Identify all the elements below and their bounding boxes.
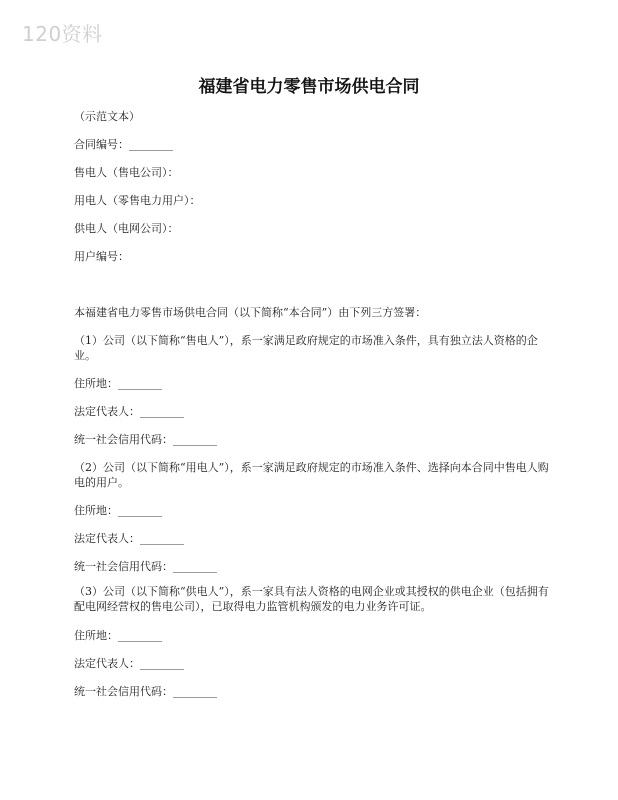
buyer-representative-line: 法定代表人：________ [74,532,184,545]
seller-credit-code-line: 统一社会信用代码：________ [74,433,217,446]
user-number-line: 用户编号： [74,250,129,263]
buyer-credit-code-line: 统一社会信用代码：________ [74,560,217,573]
buyer-definition-paragraph: （2）公司（以下简称“用电人”），系一家满足政府规定的市场准入条件、选择向本合同中售电人购电的用户。 [74,461,549,489]
contract-number-line: 合同编号：________ [74,138,173,151]
seller-definition-paragraph: （1）公司（以下简称“售电人”），系一家满足政府规定的市场准入条件，具有独立法人资格的企业。 [74,334,538,362]
supplier-representative-line: 法定代表人：________ [74,657,184,670]
supplier-line: 供电人（电网公司）： [74,222,179,235]
seller-representative-line: 法定代表人：________ [74,405,184,418]
supplier-credit-code-line: 统一社会信用代码：________ [74,685,217,698]
intro-paragraph: 本福建省电力零售市场供电合同（以下简称“本合同”）由下列三方签署： [74,306,427,319]
seller-address-line: 住所地：________ [74,377,162,390]
seller-line: 售电人（售电公司）： [74,166,179,179]
supplier-address-line: 住所地：________ [74,629,162,642]
supplier-definition-paragraph: （3）公司（以下简称“供电人”），系一家具有法人资格的电网企业或其授权的供电企业（包括拥有配电网经营权的售电公司），已取得电力监管机构颁发的电力业务许可证。 [74,585,549,613]
watermark-logo: 120资料 [22,22,103,46]
buyer-address-line: 住所地：________ [74,504,162,517]
document-title: 福建省电力零售市场供电合同 [198,77,420,97]
buyer-line: 用电人（零售电力用户）： [74,194,201,207]
sample-text-label: （示范文本） [74,110,140,123]
